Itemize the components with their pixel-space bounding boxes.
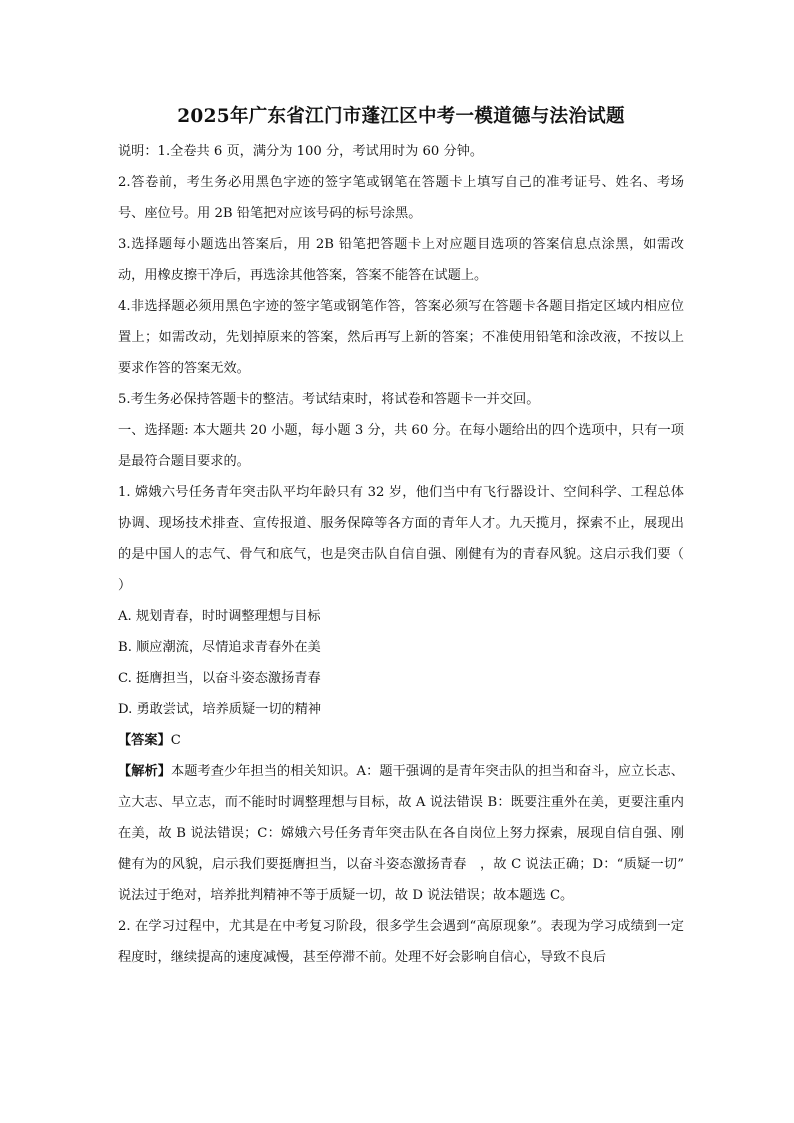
question-1-option-d: D. 勇敢尝试，培养质疑一切的精神 [118,702,322,717]
answer-value: C [170,733,181,748]
question-2-stem: 2. 在学习过程中，尤其是在中考复习阶段，很多学生会遇到“高原现象”。表现为学习成绩到一定程度时，继续提高的速度减慢，甚至停滞不前。处理不好会影响自信心，导致不良后 [118,919,684,965]
analysis-label: 【解析】 [118,764,171,779]
instruction-4: 4.非选择题必须用黑色字迹的签字笔或钢笔作答，答案必须写在答题卡各题目指定区域内相应位置上；如需改动，先划掉原来的答案，然后再写上新的答案；不准使用铅笔和涂改液，不按以上要求作答的答案无效。 [118,299,684,376]
question-1-analysis [118,756,684,911]
instruction-2: 2.答卷前，考生务必用黑色字迹的签字笔或钢笔在答题卡上填写自己的准考证号、姓名、考场号、座位号。用 2B 铅笔把对应该号码的标号涂黑。 [118,175,684,221]
instruction-1: 说明：1.全卷共 6 页，满分为 100 分，考试用时为 60 分钟。 [118,144,484,159]
question-1-stem: 1. 嫦娥六号任务青年突击队平均年龄只有 32 岁，他们当中有飞行器设计、空间科学、工程总体协调、现场技术排查、宣传报道、服务保障等各方面的青年人才。九天揽月，探索不止，展现出的是中国人的志气、骨气和底气，也是突击队自信自强、刚健有为的青春风貌。这启示我们要（ ） [118,485,711,593]
question-1-answer [118,725,684,756]
instruction-3: 3.选择题每小题选出答案后，用 2B 铅笔把答题卡上对应题目选项的答案信息点涂黑，如需改动，用橡皮擦干净后，再选涂其他答案，答案不能答在试题上。 [118,237,684,283]
exam-page [118,102,711,973]
section-heading: 一、选择题: 本大题共 20 小题，每小题 3 分，共 60 分。在每小题给出的四个选项中，只有一项是最符合题目要求的。 [118,423,684,469]
analysis-text: 本题考查少年担当的相关知识。A：题干强调的是青年突击队的担当和奋斗，应立长志、立大志、早立志，而不能时时调整理想与目标，故 A 说法错误 B：既要注重外在美，更要注重内在美，故 B 说法错误；C：嫦娥六号任务青年突击队在各自岗位上努力探索，展现自信自强、刚健有为的风貌，启示我们要挺膺担当，以奋斗姿态激扬青春 ，故 C 说法正确；D：“质疑一切” 说法过于绝对，培养批判精神不等于质疑一切，故 D 说法错误；故本题选 C。 [118,764,684,903]
question-1-option-a: A. 规划青春，时时调整理想与目标 [118,609,321,624]
page-title: 2025年广东省江门市蓬江区中考一模道德与法治试题 [177,106,625,127]
instruction-5: 5.考生务必保持答题卡的整洁。考试结束时，将试卷和答题卡一并交回。 [118,392,540,407]
answer-label: 【答案】 [118,733,171,748]
question-1-option-c: C. 挺膺担当，以奋斗姿态激扬青春 [118,671,321,686]
question-1-option-b: B. 顺应潮流，尽情追求青春外在美 [118,640,321,655]
